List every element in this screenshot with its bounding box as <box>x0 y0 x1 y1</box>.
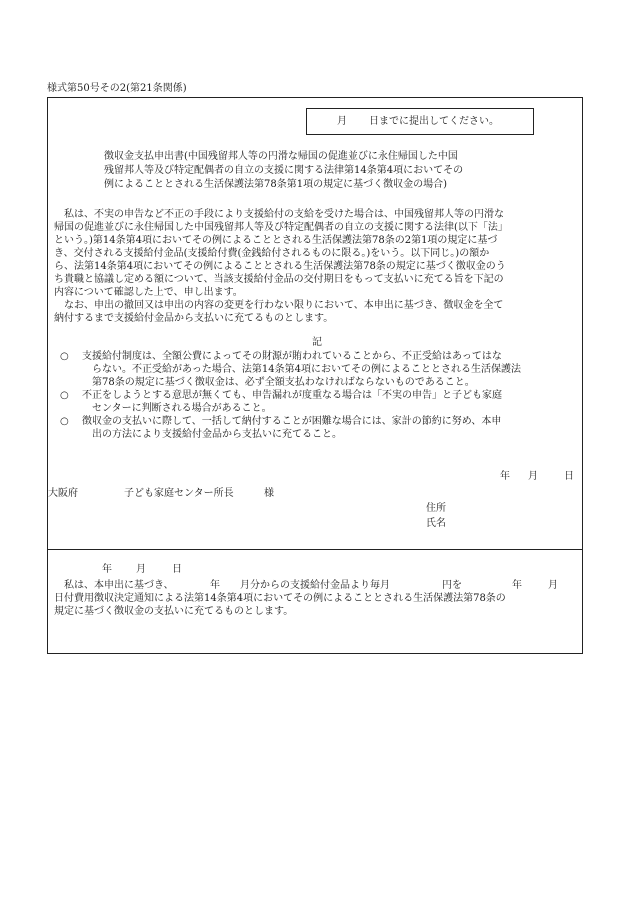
payment-confirmation-text <box>54 579 580 618</box>
confirmation-yen: 円を <box>442 580 462 591</box>
title-line: 残留邦人等及び特定配偶者の自立の支援に関する法律第14条第4項においてその <box>104 165 464 176</box>
body-line: ち貴職と協議し定める額について、当該支援給付金品の交付期日をもって支払いに充てる旨を下記の <box>54 274 504 285</box>
circle-bullet-icon: ○ <box>60 416 69 427</box>
document-title <box>104 150 544 192</box>
body-line: 納付するまで支援給付金品から支払いに充てるものとします。 <box>54 313 334 324</box>
note-line: センターに判断される場合があること。 <box>92 403 272 414</box>
confirmation-line <box>54 579 580 592</box>
note-line: 支援給付制度は、全額公費によってその財源が賄われていることから、不正受給はあってはな <box>82 351 502 362</box>
date-day: 日 <box>564 471 574 482</box>
bottom-date-day: 日 <box>172 564 182 575</box>
note-line: 出の方法により支援給付金品から支払いに充てること。 <box>92 429 342 440</box>
body-line: き、交付される支援給付金品(支援給付費(金銭給付されるものに限る。)をいう。以下同じ。)の額か <box>54 248 490 259</box>
note-line: 徴収金の支払いに際して、一括して納付することが困難な場合には、家計の節約に努め、本申 <box>82 416 502 427</box>
confirmation-year: 年 <box>512 580 522 591</box>
confirmation-fragment: 月分からの支援給付金品より毎月 <box>240 580 390 591</box>
confirmation-line: 日付費用徴収決定通知による法第14条第4項においてその例によることとされる生活保護法第78条の <box>54 593 506 604</box>
center-director-label: 子ども家庭センター所長 <box>124 488 234 499</box>
title-line: 例によることとされる生活保護法第78条第1項の規定に基づく徴収金の場合) <box>104 179 447 190</box>
circle-bullet-icon: ○ <box>60 390 69 401</box>
title-line: 徴収金支払申出書(中国残留邦人等の円滑な帰国の促進並びに永住帰国した中国 <box>104 151 458 162</box>
confirmation-line: 規定に基づく徴収金の支払いに充てるものとします。 <box>54 606 294 617</box>
circle-bullet-icon: ○ <box>60 351 69 362</box>
body-line: なお、申出の撤回又は申出の内容の変更を行わない限りにおいて、本申出に基づき、徴収金を全て <box>54 300 504 311</box>
note-line: らない。不正受給があった場合、法第14条第4項においてその例によることとされる生活保護法 <box>92 364 521 375</box>
confirmation-year: 年 <box>210 580 220 591</box>
form-number-label: 様式第50号その2(第21条関係) <box>47 83 187 94</box>
deadline-month: 月 <box>337 116 347 127</box>
date-month: 月 <box>528 471 538 482</box>
name-label: 氏名 <box>426 518 446 529</box>
section-divider <box>48 549 582 550</box>
note-line: 第78条の規定に基づく徴収金は、必ず全額支払わなければならないものであること。 <box>92 377 475 388</box>
ki-heading: 記 <box>312 337 322 348</box>
note-line: 不正をしようとする意思が無くても、申告漏れが度重なる場合は「不実の申告」と子ども家庭 <box>82 390 502 401</box>
address-label: 住所 <box>426 503 446 514</box>
confirmation-fragment: 私は、本申出に基づき、 <box>54 580 174 591</box>
bottom-date-year: 年 <box>102 564 112 575</box>
body-line: ら、法第14条第4項においてその例によることとされる生活保護法第78条の規定に基づく徴収金のう <box>54 261 506 272</box>
date-year: 年 <box>500 471 510 482</box>
body-line: 内容について確認した上で、申し出ます。 <box>54 287 243 298</box>
body-line: という。)第14条第4項においてその例によることとされる生活保護法第78条の2第1項の規定に基づ <box>54 235 498 246</box>
body-line: 帰国の促進並びに永住帰国した中国残留邦人等及び特定配偶者の自立の支援に関する法律(以下「法」 <box>54 222 508 233</box>
prefecture-label: 大阪府 <box>48 488 78 499</box>
body-line: 私は、不実の申告など不正の手段により支援給付の支給を受けた場合は、中国残留邦人等の円滑な <box>54 209 504 220</box>
application-form-frame <box>47 97 583 654</box>
honorific-label: 様 <box>264 488 274 499</box>
submission-deadline-box <box>306 108 534 135</box>
bottom-date-month: 月 <box>136 564 146 575</box>
declaration-body <box>54 208 580 325</box>
confirmation-month: 月 <box>548 580 558 591</box>
deadline-text: 日までに提出してください。 <box>369 116 499 127</box>
